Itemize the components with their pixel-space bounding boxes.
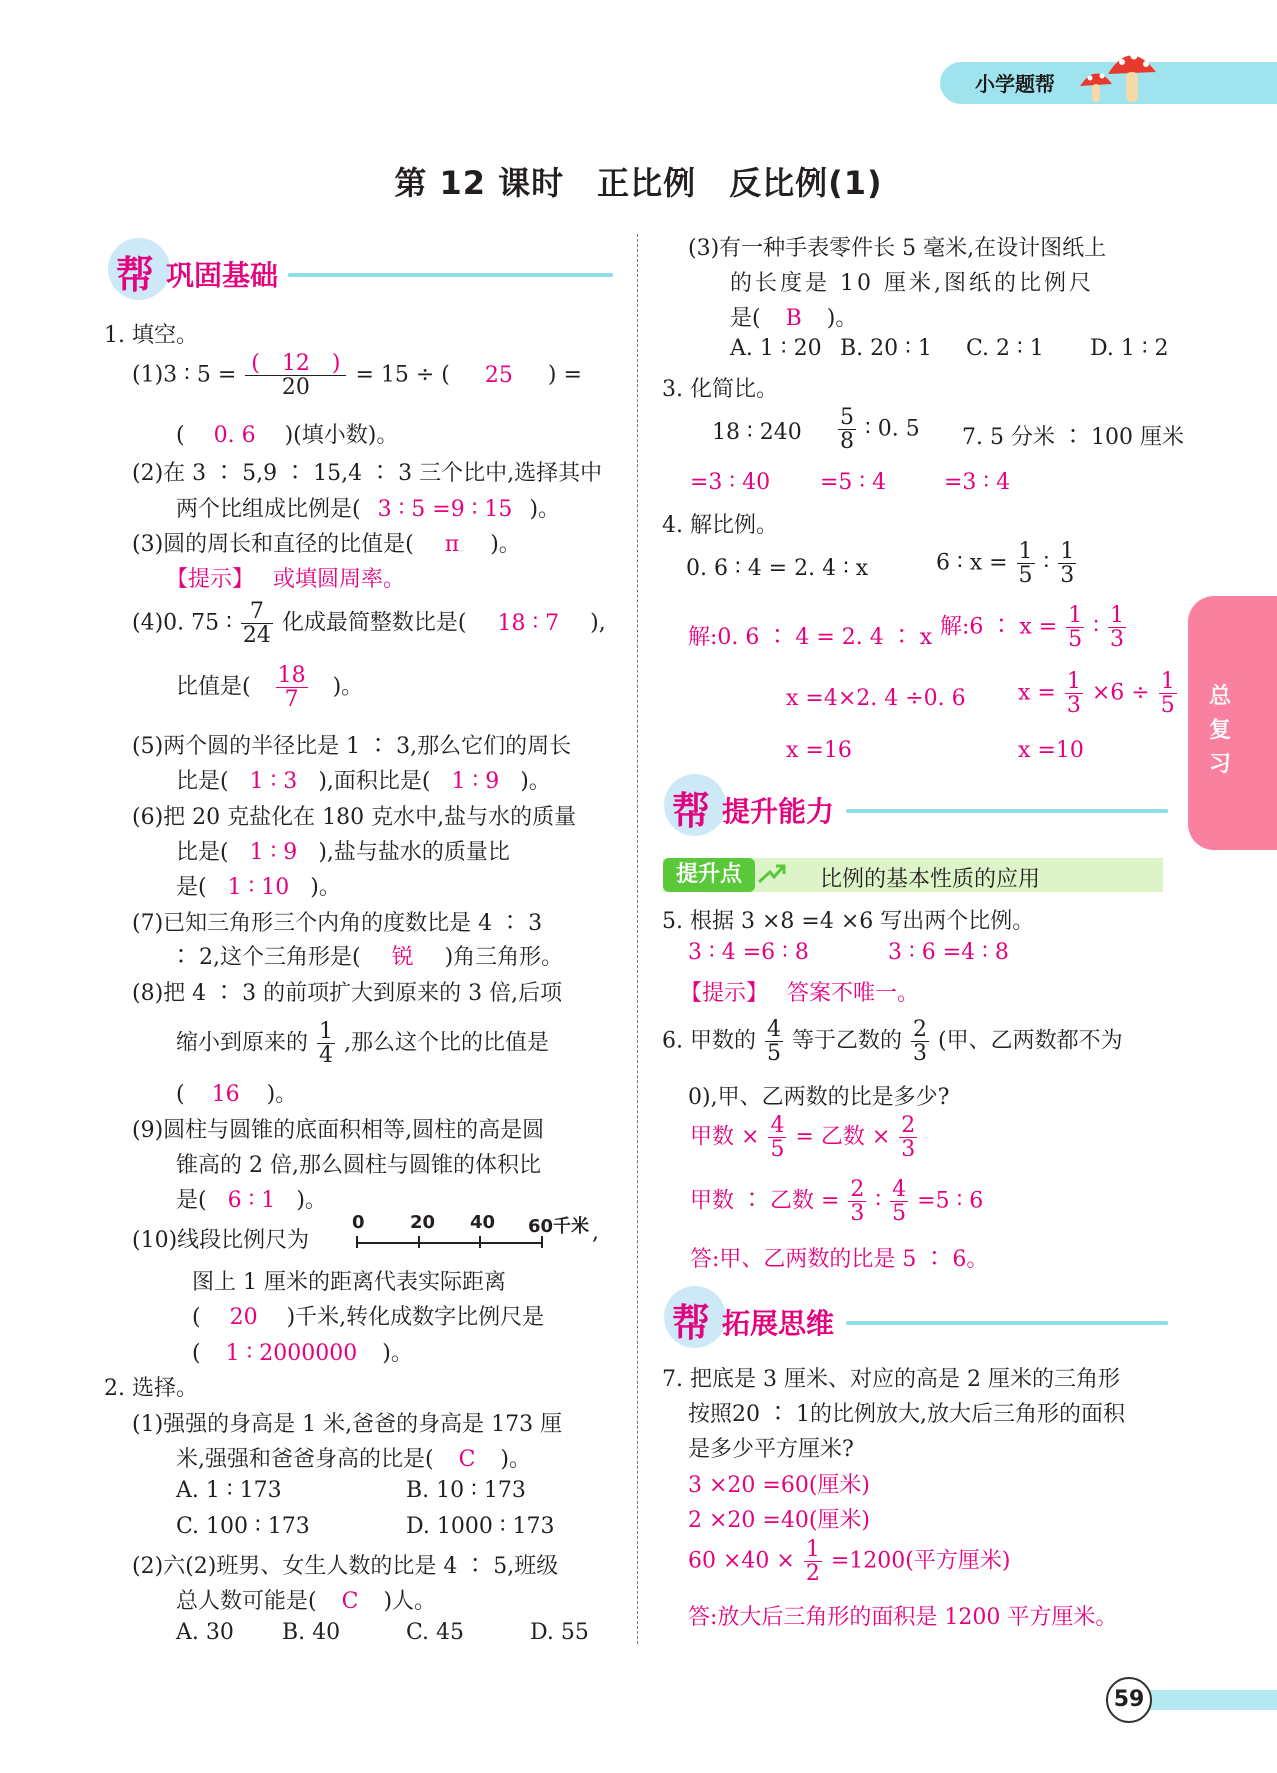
answer: 25: [484, 362, 513, 388]
question-1-9-l2: 锥高的 2 倍,那么圆柱与圆锥的体积比: [176, 1153, 541, 1178]
hint-text: 答案不唯一。: [787, 981, 920, 1006]
denominator: 3: [901, 1137, 916, 1163]
question-2-3: (3)有一种手表零件长 5 毫米,在设计图纸上: [688, 236, 1107, 261]
hint: [166, 562, 405, 593]
answer: = 乙数 ×: [795, 1124, 891, 1150]
question-2-1: (1)强强的身高是 1 米,爸爸的身高是 173 厘: [132, 1412, 563, 1437]
fraction: [838, 406, 856, 453]
answer: 3 ×20 =60(厘米): [688, 1473, 871, 1498]
denominator: 4: [319, 1043, 334, 1069]
answer: x =: [1018, 680, 1056, 706]
section-title: 巩固基础: [166, 259, 279, 292]
numerator: 1: [1109, 603, 1124, 628]
q-text: )。: [500, 1447, 532, 1472]
q-text: (: [192, 1305, 201, 1330]
answer: 解:0. 6 ∶ 4 = 2. 4 ∶ x: [688, 625, 933, 650]
option: B. 20 ∶ 1: [840, 336, 932, 361]
answer-fraction: [276, 664, 308, 711]
answer: 1 ∶ 3: [249, 769, 298, 794]
question-1-9: (9)圆柱与圆锥的底面积相等,圆柱的高是圆: [132, 1118, 545, 1143]
denominator: 2: [805, 1561, 820, 1587]
answer: 3 ∶ 4 =6 ∶ 8: [688, 940, 809, 965]
q-text: ) =: [547, 362, 582, 388]
option: C. 45: [406, 1620, 465, 1645]
denominator: 5: [1068, 627, 1083, 653]
q4-problem-2: [936, 540, 1078, 587]
option: B. 10 ∶ 173: [406, 1478, 526, 1503]
answer: =1200(平方厘米): [830, 1548, 1011, 1574]
answer-step: [1018, 670, 1179, 717]
question-1-5-cont: [176, 764, 551, 795]
section-title: 提升能力: [722, 795, 835, 828]
q-text: 是(: [176, 1188, 207, 1213]
q-text: )。: [266, 1082, 298, 1107]
tip-tag: 提升点: [663, 858, 755, 892]
hint-tag: 【提示】: [680, 981, 769, 1006]
fraction: [765, 1018, 783, 1065]
denominator: 20: [281, 375, 310, 401]
q4-problem-1: 0. 6 ∶ 4 = 2. 4 ∶ x: [686, 556, 869, 581]
q-text: 6. 甲数的: [662, 1028, 756, 1054]
answer: =3 ∶ 4: [944, 470, 1011, 495]
q-text: ),面积比是(: [318, 769, 431, 794]
answer: =5 ∶ 6: [917, 1188, 984, 1214]
q-text: ,: [592, 1220, 599, 1245]
denominator: 7: [284, 687, 299, 713]
numerator: 7: [241, 600, 273, 624]
answer: 16: [211, 1082, 240, 1107]
denominator: 5: [1018, 563, 1033, 589]
q-text: (1)3 ∶ 5 =: [132, 362, 237, 388]
question-7-l2: 按照20 ∶ 1的比例放大,放大后三角形的面积: [688, 1402, 1125, 1427]
answer-step: [940, 604, 1128, 651]
scale-bar: [352, 1212, 602, 1256]
section-badge: 帮: [116, 253, 155, 297]
question-1-10: (10)线段比例尺为: [132, 1228, 310, 1253]
answer: 6 ∶ 1: [227, 1188, 276, 1213]
answer: 2 ×20 =40(厘米): [688, 1508, 871, 1533]
fraction: [804, 1538, 822, 1585]
denominator: 3: [913, 1041, 927, 1067]
q-text: )。: [529, 497, 561, 522]
q-text: (4)0. 75 ∶: [132, 610, 232, 636]
question-1-9-cont: [176, 1183, 327, 1214]
numerator: 1: [1066, 669, 1081, 694]
page-bar: [1132, 1690, 1277, 1710]
q-text: 两个比组成比例是(: [176, 497, 361, 522]
section-basic-header: [108, 238, 613, 298]
fraction: [241, 600, 273, 647]
section-underline: [288, 273, 613, 277]
q-text: 是(: [176, 875, 207, 900]
mushroom-icon: [1060, 44, 1160, 114]
q-text: ,那么这个比的比值是: [344, 1030, 550, 1056]
q-text: )。: [520, 769, 551, 794]
scale-line: [352, 1236, 552, 1250]
question-1-7-cont: [170, 940, 563, 971]
section-extend-header: [664, 1286, 1169, 1346]
answer: 1 ∶ 2000000: [225, 1341, 358, 1366]
question-2-2-cont: [176, 1584, 436, 1615]
q-text: ∶ 0. 5: [865, 416, 920, 442]
question-1-2: (2)在 3 ∶ 5,9 ∶ 15,4 ∶ 3 三个比中,选择其中: [132, 461, 603, 486]
denominator: 3: [1109, 627, 1124, 653]
q-text: 总人数可能是(: [176, 1589, 317, 1614]
answer: 锐: [391, 945, 414, 970]
q-text: )。: [490, 532, 521, 557]
numerator: 1: [805, 1537, 820, 1562]
q-text: 缩小到原来的: [176, 1030, 309, 1056]
q-text: (3)圆的周长和直径的比值是(: [132, 532, 414, 557]
answer: π: [444, 532, 460, 557]
fraction: [245, 352, 346, 399]
q-text: )。: [296, 1188, 327, 1213]
question-1-6-cont: [176, 835, 510, 866]
answer: 1 ∶ 10: [227, 875, 290, 900]
numerator: 1: [1018, 539, 1033, 564]
question-4-head: 4. 解比例。: [662, 513, 778, 538]
q3-problem-2: [836, 406, 920, 453]
q3-problem-3: 7. 5 分米 ∶ 100 厘米: [962, 425, 1184, 450]
fraction: [317, 1020, 335, 1067]
question-1-10-cont: [192, 1300, 544, 1331]
answer: 1 ∶ 9: [249, 840, 298, 865]
fraction: [911, 1018, 929, 1065]
answer: ∶: [875, 1188, 882, 1214]
question-7-l3: 是多少平方厘米?: [688, 1437, 854, 1462]
answer: ∶: [1093, 614, 1099, 640]
option: D. 55: [530, 1620, 589, 1645]
numerator: 2: [850, 1177, 865, 1202]
question-1-6-cont2: [176, 870, 341, 901]
fraction: [1058, 540, 1076, 587]
question-2-3-cont: [730, 301, 857, 332]
numerator: 18: [277, 663, 306, 688]
answer: 0. 6: [213, 423, 256, 448]
answer: 60 ×40 ×: [688, 1548, 795, 1574]
section-improve-header: [664, 774, 1169, 834]
question-1-2-cont: [176, 492, 560, 523]
answer: 20: [229, 1305, 258, 1330]
fraction: [1017, 540, 1035, 587]
denominator: 3: [1066, 693, 1081, 719]
side-tab-label: 总 复 习: [1208, 684, 1231, 777]
numerator: 2: [901, 1113, 916, 1138]
q-text: (甲、乙两数都不为: [938, 1028, 1123, 1054]
option: A. 1 ∶ 173: [176, 1478, 282, 1503]
answer: 甲数 ∶ 乙数 =: [690, 1188, 840, 1214]
section-badge: 帮: [672, 1301, 711, 1345]
question-1-8-cont2: [176, 1077, 297, 1108]
q-text: )。: [332, 674, 364, 700]
denominator: 24: [242, 623, 271, 649]
answer-step: [690, 1178, 983, 1225]
brand-name: 小学题帮: [975, 72, 1055, 96]
answer: x =4×2. 4 ÷0. 6: [786, 686, 966, 711]
q-text: )人。: [383, 1589, 437, 1614]
fraction: [1159, 670, 1177, 717]
scale-label: 20: [410, 1212, 436, 1233]
answer: x =10: [1018, 738, 1084, 763]
question-7: 7. 把底是 3 厘米、对应的高是 2 厘米的三角形: [662, 1367, 1120, 1392]
answer: =5 ∶ 4: [820, 470, 887, 495]
fraction: [1108, 604, 1126, 651]
q-text: = 15 ÷ (: [355, 362, 450, 388]
answer: 甲数 ×: [690, 1124, 760, 1150]
denominator: 5: [1160, 693, 1175, 719]
question-1-3: [132, 527, 521, 558]
q-text: 米,强强和爸爸身高的比是(: [176, 1447, 434, 1472]
question-6-l2: 0),甲、乙两数的比是多少?: [688, 1085, 950, 1110]
question-3-head: 3. 化简比。: [662, 377, 778, 402]
answer-step: [690, 1114, 919, 1161]
q-text: 化成最简整数比是(: [281, 610, 467, 636]
question-1-8: (8)把 4 ∶ 3 的前项扩大到原来的 3 倍,后项: [132, 981, 563, 1006]
question-1-6: (6)把 20 克盐化在 180 克水中,盐与水的质量: [132, 805, 577, 830]
denominator: 3: [850, 1201, 865, 1227]
q-text: 等于乙数的: [791, 1028, 902, 1054]
denominator: 5: [770, 1137, 785, 1163]
q-text: (: [192, 1341, 201, 1366]
question-1-7: (7)已知三角形三个内角的度数比是 4 ∶ 3: [132, 911, 543, 936]
answer: ×6 ÷: [1091, 680, 1150, 706]
fraction: [899, 1114, 917, 1161]
hint: [680, 976, 919, 1007]
answer: 解:6 ∶ x =: [940, 614, 1058, 640]
fraction: [848, 1178, 866, 1225]
fraction: [890, 1178, 908, 1225]
question-5-head: 5. 根据 3 ×8 =4 ×6 写出两个比例。: [662, 909, 1035, 934]
q-text: (: [176, 1082, 185, 1107]
numerator: 4: [766, 1017, 781, 1042]
numerator: 5: [840, 405, 854, 430]
question-2-head: 2. 选择。: [104, 1376, 198, 1401]
q-text: (: [176, 423, 185, 448]
question-6: [662, 1018, 1123, 1065]
question-2-2: (2)六(2)班男、女生人数的比是 4 ∶ 5,班级: [132, 1554, 559, 1579]
scale-label: 0: [352, 1212, 365, 1233]
question-1-5: (5)两个圆的半径比是 1 ∶ 3,那么它们的周长: [132, 734, 572, 759]
answer: 1 ∶ 9: [451, 769, 500, 794]
scale-label: 60千米: [528, 1216, 590, 1237]
answer: 3 ∶ 5 =9 ∶ 15: [377, 497, 513, 522]
column-divider: [637, 234, 638, 1644]
answer: 18 ∶ 7: [497, 610, 560, 636]
denominator: 3: [1060, 563, 1075, 589]
numerator: 4: [770, 1113, 785, 1138]
answer: 答:甲、乙两数的比是 5 ∶ 6。: [690, 1247, 989, 1272]
question-1-10-cont2: [192, 1336, 413, 1367]
q-text: ),盐与盐水的质量比: [318, 840, 510, 865]
answer: C: [341, 1589, 359, 1614]
denominator: 5: [766, 1041, 781, 1067]
q-text: )千米,转化成数字比例尺是: [286, 1305, 545, 1330]
q-text: 比是(: [176, 769, 229, 794]
answer: C: [458, 1447, 476, 1472]
q-text: ∶: [1043, 550, 1050, 576]
answer: 3 ∶ 6 =4 ∶ 8: [888, 940, 1009, 965]
denominator: 5: [892, 1201, 907, 1227]
q-text: 比是(: [176, 840, 229, 865]
numerator: 1: [1160, 669, 1175, 694]
q3-problem-1: 18 ∶ 240: [712, 420, 802, 445]
q-text: 比值是(: [176, 674, 251, 700]
option: D. 1 ∶ 2: [1090, 336, 1169, 361]
question-1-10-l2: 图上 1 厘米的距离代表实际距离: [192, 1270, 506, 1295]
arrow-icon: [756, 862, 786, 888]
q-text: )。: [382, 1341, 413, 1366]
q-text: ∶ 2,这个三角形是(: [170, 945, 361, 970]
scale-label: 40: [470, 1212, 496, 1233]
hint-text: 或填圆周率。: [273, 567, 406, 592]
option: D. 1000 ∶ 173: [406, 1514, 555, 1539]
section-badge: 帮: [672, 789, 711, 833]
question-2-1-cont: [176, 1442, 531, 1473]
question-1-8-cont: [176, 1020, 549, 1067]
numerator: 4: [892, 1177, 907, 1202]
denominator: 8: [840, 429, 854, 455]
numerator: 1: [1068, 603, 1083, 628]
section-title: 拓展思维: [722, 1307, 835, 1340]
tip-text: 比例的基本性质的应用: [820, 867, 1041, 892]
hint-tag: 【提示】: [166, 567, 255, 592]
option: A. 1 ∶ 20: [730, 336, 822, 361]
question-1-1-cont: [176, 418, 398, 449]
page-number: 59: [1106, 1677, 1152, 1723]
numerator: 2: [913, 1017, 927, 1042]
answer-step: [688, 1538, 1010, 1585]
option: C. 2 ∶ 1: [966, 336, 1044, 361]
q-text: )。: [310, 875, 341, 900]
option: B. 40: [282, 1620, 341, 1645]
option: A. 30: [176, 1620, 234, 1645]
option: C. 100 ∶ 173: [176, 1514, 310, 1539]
question-1-4-cont: [176, 664, 363, 711]
q-text: )(填小数)。: [284, 423, 399, 448]
q-text: 是(: [730, 306, 761, 331]
section-underline: [846, 809, 1168, 813]
q-text: )。: [826, 306, 858, 331]
answer: 答:放大后三角形的面积是 1200 平方厘米。: [688, 1605, 1118, 1630]
q-text: 6 ∶ x =: [936, 550, 1008, 576]
question-1-1: [132, 352, 582, 399]
answer: ( 12 ): [251, 351, 341, 376]
answer: B: [785, 306, 802, 331]
numerator: 1: [319, 1019, 334, 1044]
answer: x =16: [786, 738, 852, 763]
section-underline: [846, 1321, 1168, 1325]
fraction: [1065, 670, 1083, 717]
question-1-head: 1. 填空。: [104, 323, 198, 348]
page-title: 第 12 课时 正比例 反比例(1): [394, 164, 883, 202]
answer: =3 ∶ 40: [690, 470, 771, 495]
question-2-3-l2: 的长度是 10 厘米,图纸的比例尺: [730, 271, 1094, 296]
fraction: [768, 1114, 786, 1161]
numerator: 1: [1060, 539, 1075, 564]
fraction: [1066, 604, 1084, 651]
question-1-4: [132, 600, 606, 647]
q-text: ),: [590, 610, 606, 636]
q-text: )角三角形。: [444, 945, 564, 970]
